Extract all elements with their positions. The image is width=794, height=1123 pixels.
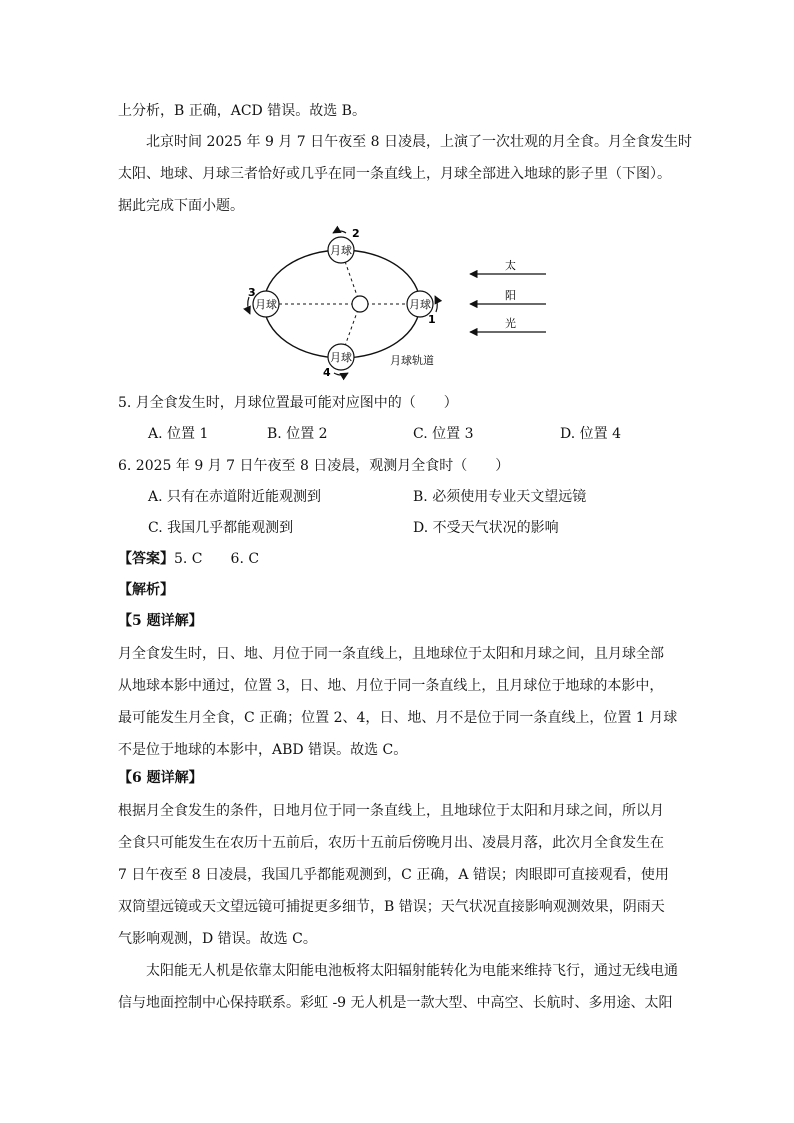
svg-text:月球: 月球 [409, 298, 431, 311]
moon-position-3 [248, 286, 279, 317]
detail-6-line-5: 气影响观测，D 错误。故选 C。 [118, 931, 317, 947]
svg-text:月球: 月球 [330, 351, 352, 364]
analysis-label: 【解析】 [118, 582, 174, 598]
question-6-stem: 6. 2025 年 9 月 7 日午夜至 8 日凌晨，观测月全食时（ ） [118, 458, 510, 474]
detail-5-line-3: 最可能发生月全食，C 正确；位置 2、4，日、地、月不是位于同一条直线上，位置 1 月球 [118, 710, 678, 726]
q6-option-c: C. 我国几乎都能观测到 [148, 520, 294, 536]
detail-6-line-2: 全食只可能发生在农历十五前后，农历十五前后傍晚月出、凌晨月落，此次月全食发生在 [118, 835, 664, 851]
label-pos-3: 3 [248, 286, 256, 299]
q5-option-a: A. 位置 1 [148, 426, 209, 442]
label-pos-4: 4 [323, 366, 331, 379]
moon-position-2 [328, 227, 360, 263]
question-5-stem: 5. 月全食发生时，月球位置最可能对应图中的（ ） [118, 395, 458, 411]
detail-6-line-1: 根据月全食发生的条件，日地月位于同一条直线上，且地球位于太阳和月球之间，所以月 [118, 803, 664, 819]
paragraph-intro-line-1: 北京时间 2025 年 9 月 7 日午夜至 8 日凌晨，上演了一次壮观的月全食。月全食发生时 [146, 134, 692, 150]
moon-position-4 [323, 344, 354, 379]
detail-5-line-4: 不是位于地球的本影中，ABD 错误。故选 C。 [118, 742, 408, 758]
next-paragraph-line-2: 信与地面控制中心保持联系。彩虹 -9 无人机是一款大型、中高空、长航时、多用途、太阳 [118, 995, 673, 1011]
detail-5-line-2: 从地球本影中通过，位置 3，日、地、月位于同一条直线上，且月球位于地球的本影中， [118, 678, 664, 694]
earth-circle [352, 296, 368, 312]
label-pos-1: 1 [428, 313, 436, 326]
answer-line [118, 549, 259, 569]
q6-option-d: D. 不受天气状况的影响 [413, 520, 559, 536]
q5-option-d: D. 位置 4 [560, 426, 621, 442]
moon-position-1 [407, 291, 437, 326]
label-pos-2: 2 [352, 227, 360, 240]
paragraph-intro-line-3: 据此完成下面小题。 [118, 198, 244, 214]
lunar-eclipse-figure [0, 224, 794, 384]
answer-label: 【答案】 [118, 551, 174, 567]
sun-char-3: 光 [505, 317, 516, 330]
q6-option-b: B. 必须使用专业天文望远镜 [413, 489, 587, 505]
q6-option-a: A. 只有在赤道附近能观测到 [148, 489, 322, 505]
detail-6-line-4: 双筒望远镜或天文望远镜可捕捉更多细节，B 错误；天气状况直接影响观测效果，阴雨天 [118, 899, 665, 915]
sunlight-arrows [470, 258, 546, 332]
next-paragraph-line-1: 太阳能无人机是依靠太阳能电池板将太阳辐射能转化为电能来维持飞行，通过无线电通 [146, 963, 678, 979]
sun-char-2: 阳 [505, 289, 516, 302]
q5-option-c: C. 位置 3 [413, 426, 474, 442]
detail-6-label: 【6 题详解】 [118, 770, 203, 786]
svg-text:月球: 月球 [255, 298, 277, 311]
detail-6-line-3: 7 日午夜至 8 日凌晨，我国几乎都能观测到，C 正确，A 错误；肉眼即可直接观看，使用 [118, 867, 669, 883]
orbit-label: 月球轨道 [390, 354, 434, 367]
answer-6: 6. C [230, 551, 260, 567]
answer-5: 5. C [174, 551, 203, 567]
line-p0: 上分析，B 正确，ACD 错误。故选 B。 [118, 103, 366, 119]
paragraph-intro-line-2: 太阳、地球、月球三者恰好或几乎在同一条直线上，月球全部进入地球的影子里（下图）。 [118, 166, 671, 182]
sun-char-1: 太 [505, 259, 516, 272]
q5-option-b: B. 位置 2 [267, 426, 328, 442]
detail-5-line-1: 月全食发生时，日、地、月位于同一条直线上，且地球位于太阳和月球之间，且月球全部 [118, 646, 664, 662]
svg-text:月球: 月球 [330, 244, 352, 257]
detail-5-label: 【5 题详解】 [118, 613, 203, 629]
